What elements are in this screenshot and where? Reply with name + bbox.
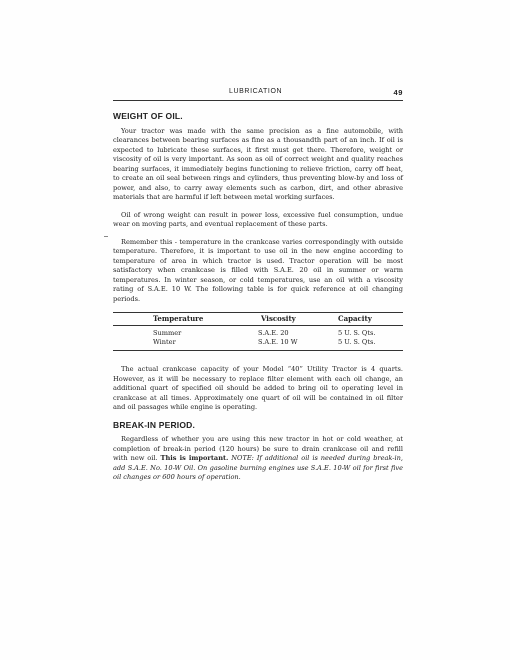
header-temperature: Temperature <box>153 314 204 323</box>
cell-viscosity: S.A.E. 10 W <box>258 338 298 346</box>
paragraph-crankcase-capacity: The actual crankcase capacity of your Model “40” Utility Tractor is 4 quarts. However, as it will be necessary to replace filter element with each oil change, an additional quart of specified oil should be added to bring oil to operating level in crankcase at all times. Approximately one quart of oil will be contained in oil filter and oil passages while engine is operating. <box>113 365 403 411</box>
table-bottom-rule <box>113 350 403 351</box>
table-header-row <box>113 313 403 325</box>
cell-capacity: 5 U. S. Qts. <box>338 329 376 337</box>
section-heading-weight-of-oil: WEIGHT OF OIL. <box>113 111 183 121</box>
page-number: 49 <box>393 88 403 97</box>
paragraph-break-in <box>113 435 403 483</box>
table-body <box>113 326 403 350</box>
cell-viscosity: S.A.E. 20 <box>258 329 289 337</box>
table-row <box>113 329 403 338</box>
break-in-note: NOTE: If additional oil is needed during break-in, add S.A.E. No. 10-W Oil. On gasoline burning engines use S.A.E. 10-W oil for first five oil changes or 600 hours of operation. <box>113 454 403 481</box>
oil-table <box>113 312 403 351</box>
paragraph-wrong-weight: Oil of wrong weight can result in power loss, excessive fuel consumption, undue wear on moving parts, and eventual replacement of these parts. <box>113 210 403 228</box>
paragraph-precision: Your tractor was made with the same precision as a fine automobile, with clearances between bearing surfaces as fine as a thousandth part of an inch. If oil is expected to lubricate these surfaces, it first must get there. Therefore, weight or viscosity of oil is very important. As soon as oil of correct weight and quality reaches bearing surfaces, it immediately begins functioning to relieve friction, carry off heat, to create an oil seal between rings and cylinders, thus preventing blow-by and loss of power, and also, to carry away elements such as carbon, dirt, and other abrasive materials that are harmful if left between metal working surfaces. <box>113 126 403 201</box>
important-text: This is important. <box>160 454 229 462</box>
margin-mark <box>104 236 108 237</box>
header-capacity: Capacity <box>338 314 372 323</box>
section-heading-break-in: BREAK-IN PERIOD. <box>113 419 196 430</box>
table-row <box>113 338 403 347</box>
header-viscosity: Viscosity <box>261 314 296 323</box>
break-in-text: Regardless of whether you are using this new tractor in hot or cold weather, at completion of break-in period (120 hours) be sure to drain crankcase oil and refill with new oil. <box>113 435 403 462</box>
running-head-title: LUBRICATION <box>229 88 283 95</box>
paragraph-temperature: Remember this - temperature in the crankcase varies correspondingly with outside temperature. Therefore, it is important to use oil in the new engine according to temperature of area in which tractor is used. Tractor operation will be most satisfactory when crankcase is filled with S.A.E. 20 oil in summer or warm temperatures. In winter season, or cold temperatures, use an oil with a viscosity rating of S.A.E. 10 W. The following table is for quick reference at oil changing periods. <box>113 237 403 303</box>
cell-temperature: Summer <box>153 329 182 337</box>
cell-temperature: Winter <box>153 338 176 346</box>
page-content <box>113 112 403 491</box>
cell-capacity: 5 U. S. Qts. <box>338 338 376 346</box>
running-head <box>113 88 403 101</box>
